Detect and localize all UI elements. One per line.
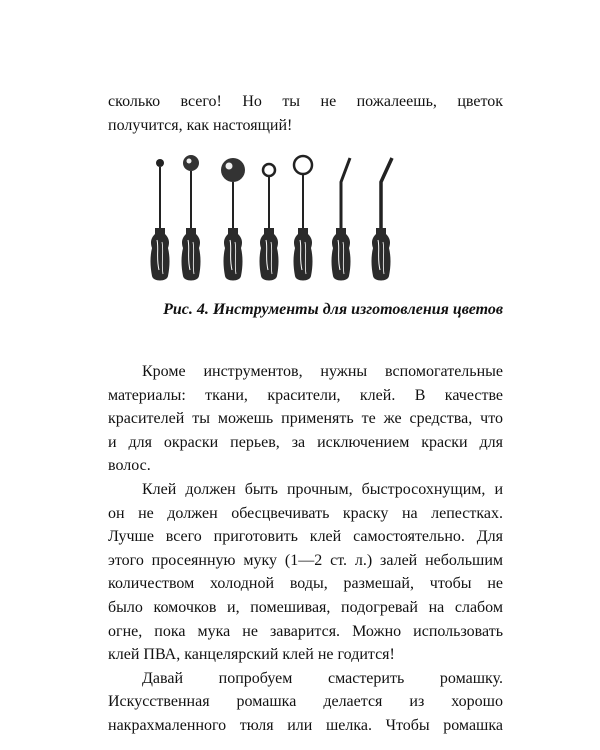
text-line: красителей ты можешь применять те же средства, что	[108, 410, 503, 428]
tools-illustration	[145, 150, 415, 290]
text-line: огне, пока мука не заварится. Можно использовать	[108, 622, 503, 640]
text-line: Искусственная ромашка делается из хорошо	[108, 693, 503, 711]
figure-caption: Рис. 4. Инструменты для изготовления цветов	[163, 301, 503, 318]
text-line: и для окраски перьев, за исключением краски для	[108, 433, 503, 451]
text-line: накрахмаленного тюля или шелка. Чтобы ромашка	[108, 716, 503, 734]
text-line: этого просеянную муку (1—2 ст. л.) залей небольшим	[108, 551, 503, 569]
text-line: было комочков и, помешивая, подогревай на слабом	[108, 598, 503, 616]
text-line: Кроме инструментов, нужны вспомогательные	[142, 363, 503, 380]
text-line: Лучше всего приготовить клей самостоятельно. Для	[108, 528, 503, 546]
ring-tool-large-icon	[294, 156, 313, 281]
text-line: получится, как настоящий!	[108, 116, 293, 134]
text-line: Клей должен быть прочным, быстросохнущим, и	[142, 480, 503, 498]
ball-tool-medium-icon	[182, 155, 201, 281]
intro-paragraph	[108, 90, 503, 137]
ball-tool-large-icon	[221, 158, 245, 281]
text-line: количеством холодной воды, размешай, чтобы не	[108, 575, 503, 593]
ball-tool-small-icon	[151, 159, 170, 281]
text-line: Давай попробуем смастерить ромашку.	[142, 669, 503, 687]
hook-tool-icon	[372, 158, 393, 281]
text-line: клей ПВА, канцелярский клей не годится!	[108, 646, 395, 664]
hook-tool-icon	[332, 158, 351, 281]
text-line: волос.	[108, 457, 151, 475]
text-line: материалы: ткани, красители, клей. В качестве	[108, 386, 503, 404]
text-line: он не должен обесцвечивать краску на лепестках.	[108, 504, 503, 522]
body-paragraphs	[108, 360, 503, 738]
text-line: сколько всего! Но ты не пожалеешь, цветок	[108, 93, 503, 110]
ring-tool-small-icon	[260, 164, 279, 281]
